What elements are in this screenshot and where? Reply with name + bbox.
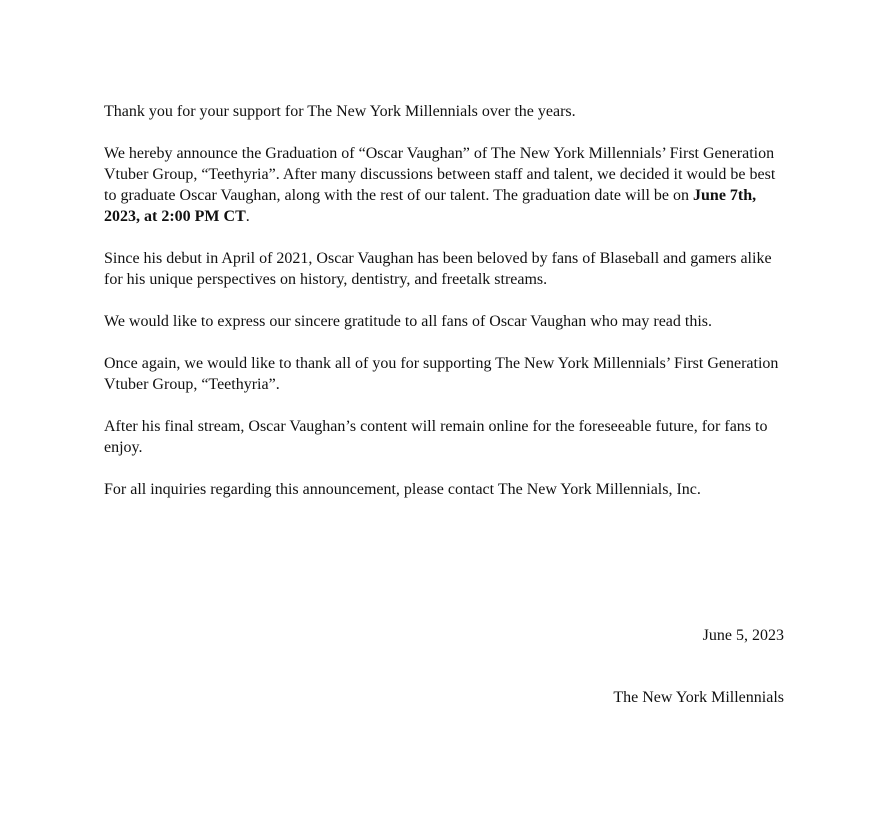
paragraph-content-remains: After his final stream, Oscar Vaughan’s content will remain online for the foreseeable future, for fans to enjoy. <box>104 418 768 456</box>
letter-date: June 5, 2023 <box>702 627 784 644</box>
letter-signature: The New York Millennials <box>613 689 784 706</box>
letter-body <box>104 101 788 521</box>
graduation-date-time: June 7th, 2023, at 2:00 PM CT <box>104 187 757 225</box>
paragraph-inquiries: For all inquiries regarding this announcement, please contact The New York Millennials, Inc. <box>104 481 701 498</box>
paragraph-thanks-again: Once again, we would like to thank all of you for supporting The New York Millennials’ First Generation Vtuber Group, “Teethyria”. <box>104 355 779 393</box>
graduation-announcement-text: We hereby announce the Graduation of “Oscar Vaughan” of The New York Millennials’ First Generation Vtuber Group, “Teethyria”. After many discussions between staff and talent, we decided it would be best to graduate Oscar Vaughan, along with the rest of our talent. The graduation date will be on <box>104 145 776 204</box>
paragraph-thanks: Thank you for your support for The New York Millennials over the years. <box>104 103 576 120</box>
paragraph-debut: Since his debut in April of 2021, Oscar Vaughan has been beloved by fans of Blaseball and gamers alike for his unique perspectives on history, dentistry, and freetalk streams. <box>104 250 772 288</box>
paragraph-graduation-announcement <box>104 143 788 227</box>
graduation-announcement-end: . <box>245 208 250 225</box>
paragraph-gratitude: We would like to express our sincere gratitude to all fans of Oscar Vaughan who may read this. <box>104 313 713 330</box>
